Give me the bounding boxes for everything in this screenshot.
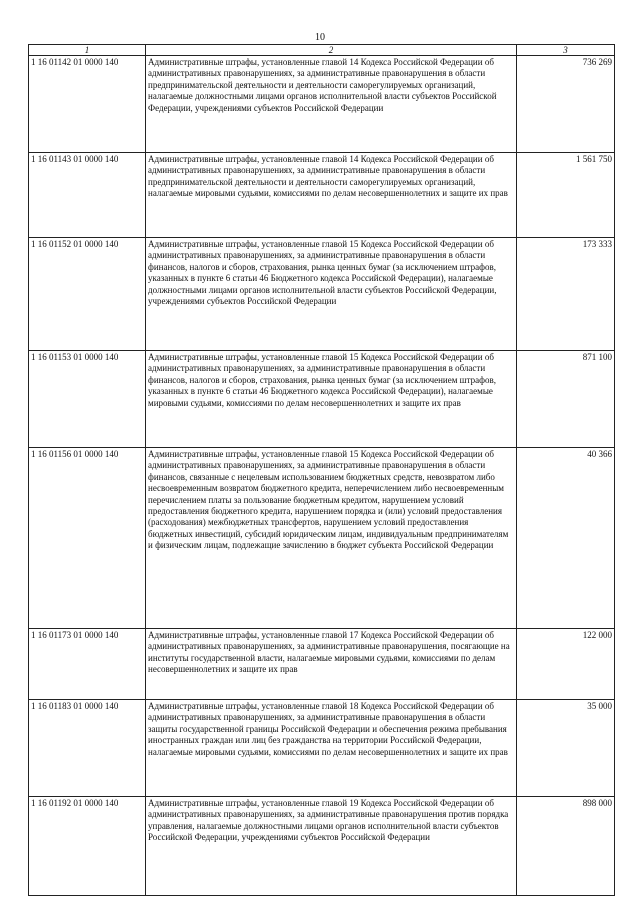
table-row <box>29 700 615 797</box>
revenue-table <box>28 44 615 896</box>
row-description: Административные штрафы, установленные главой 14 Кодекса Российской Федерации об административных правонарушениях, за административные правонарушения в области предпринимательской деятельности и деятельности саморегулируемых организаций, налагаемые должностными лицами органов исполнительной власти субъектов Российской Федерации, учреждениями субъектов Российской Федерации <box>146 56 517 153</box>
table-row <box>29 797 615 896</box>
row-description: Административные штрафы, установленные главой 14 Кодекса Российской Федерации об административных правонарушениях, за административные правонарушения в области предпринимательской деятельности и деятельности саморегулируемых организаций, налагаемые мировыми судьями, комиссиями по делам несовершеннолетних и защите их прав <box>146 153 517 238</box>
row-code: 1 16 01152 01 0000 140 <box>29 238 146 351</box>
table-row <box>29 153 615 238</box>
table-row <box>29 56 615 153</box>
row-code: 1 16 01192 01 0000 140 <box>29 797 146 896</box>
column-header-description: 2 <box>146 45 517 56</box>
table-row <box>29 629 615 700</box>
row-description: Административные штрафы, установленные главой 15 Кодекса Российской Федерации об административных правонарушениях, за административные правонарушения в области финансов, связанные с нецелевым использованием бюджетных средств, невозвратом либо несвоевременным возвратом бюджетного кредита, неперечислением либо несвоевременным перечислением платы за пользование бюджетным кредитом, нарушением условий предоставления бюджетного кредита, нарушением порядка и (или) условий предоставления (расходования) межбюджетных трансфертов, нарушением условий предоставления бюджетных инвестиций, субсидий юридическим лицам, индивидуальным предпринимателям и физическим лицам, подлежащие зачислению в бюджет субъекта Российской Федерации <box>146 448 517 629</box>
row-description: Административные штрафы, установленные главой 19 Кодекса Российской Федерации об административных правонарушениях, за административные правонарушения против порядка управления, налагаемые должностными лицами органов исполнительной власти субъектов Российской Федерации, учреждениями субъектов Российской Федерации <box>146 797 517 896</box>
table-row <box>29 238 615 351</box>
row-description: Административные штрафы, установленные главой 18 Кодекса Российской Федерации об административных правонарушениях, за административные правонарушения в области защиты государственной границы Российской Федерации и обеспечения режима пребывания иностранных граждан или лиц без гражданства на территории Российской Федерации, налагаемые мировыми судьями, комиссиями по делам несовершеннолетних и защите их прав <box>146 700 517 797</box>
row-amount: 40 366 <box>517 448 615 629</box>
row-code: 1 16 01156 01 0000 140 <box>29 448 146 629</box>
header-row <box>29 45 615 56</box>
row-description: Административные штрафы, установленные главой 15 Кодекса Российской Федерации об административных правонарушениях, за административные правонарушения в области финансов, налогов и сборов, страхования, рынка ценных бумаг (за исключением штрафов, указанных в пункте 6 статьи 46 Бюджетного кодекса Российской Федерации), налагаемые должностными лицами органов исполнительной власти субъектов Российской Федерации, учреждениями субъектов Российской Федерации <box>146 238 517 351</box>
row-amount: 35 000 <box>517 700 615 797</box>
row-amount: 898 000 <box>517 797 615 896</box>
row-description: Административные штрафы, установленные главой 17 Кодекса Российской Федерации об административных правонарушениях, за административные правонарушения, посягающие на институты государственной власти, налагаемые мировыми судьями, комиссиями по делам несовершеннолетних и защите их прав <box>146 629 517 700</box>
table-row <box>29 351 615 448</box>
row-code: 1 16 01173 01 0000 140 <box>29 629 146 700</box>
row-code: 1 16 01153 01 0000 140 <box>29 351 146 448</box>
row-code: 1 16 01142 01 0000 140 <box>29 56 146 153</box>
row-amount: 871 100 <box>517 351 615 448</box>
row-amount: 736 269 <box>517 56 615 153</box>
row-amount: 173 333 <box>517 238 615 351</box>
row-code: 1 16 01183 01 0000 140 <box>29 700 146 797</box>
column-header-amount: 3 <box>517 45 615 56</box>
row-amount: 1 561 750 <box>517 153 615 238</box>
table-row <box>29 448 615 629</box>
row-code: 1 16 01143 01 0000 140 <box>29 153 146 238</box>
row-amount: 122 000 <box>517 629 615 700</box>
page-number: 10 <box>315 32 325 43</box>
row-description: Административные штрафы, установленные главой 15 Кодекса Российской Федерации об административных правонарушениях, за административные правонарушения в области финансов, налогов и сборов, страхования, рынка ценных бумаг (за исключением штрафов, указанных в пункте 6 статьи 46 Бюджетного кодекса Российской Федерации), налагаемые мировыми судьями, комиссиями по делам несовершеннолетних и защите их прав <box>146 351 517 448</box>
column-header-code: 1 <box>29 45 146 56</box>
